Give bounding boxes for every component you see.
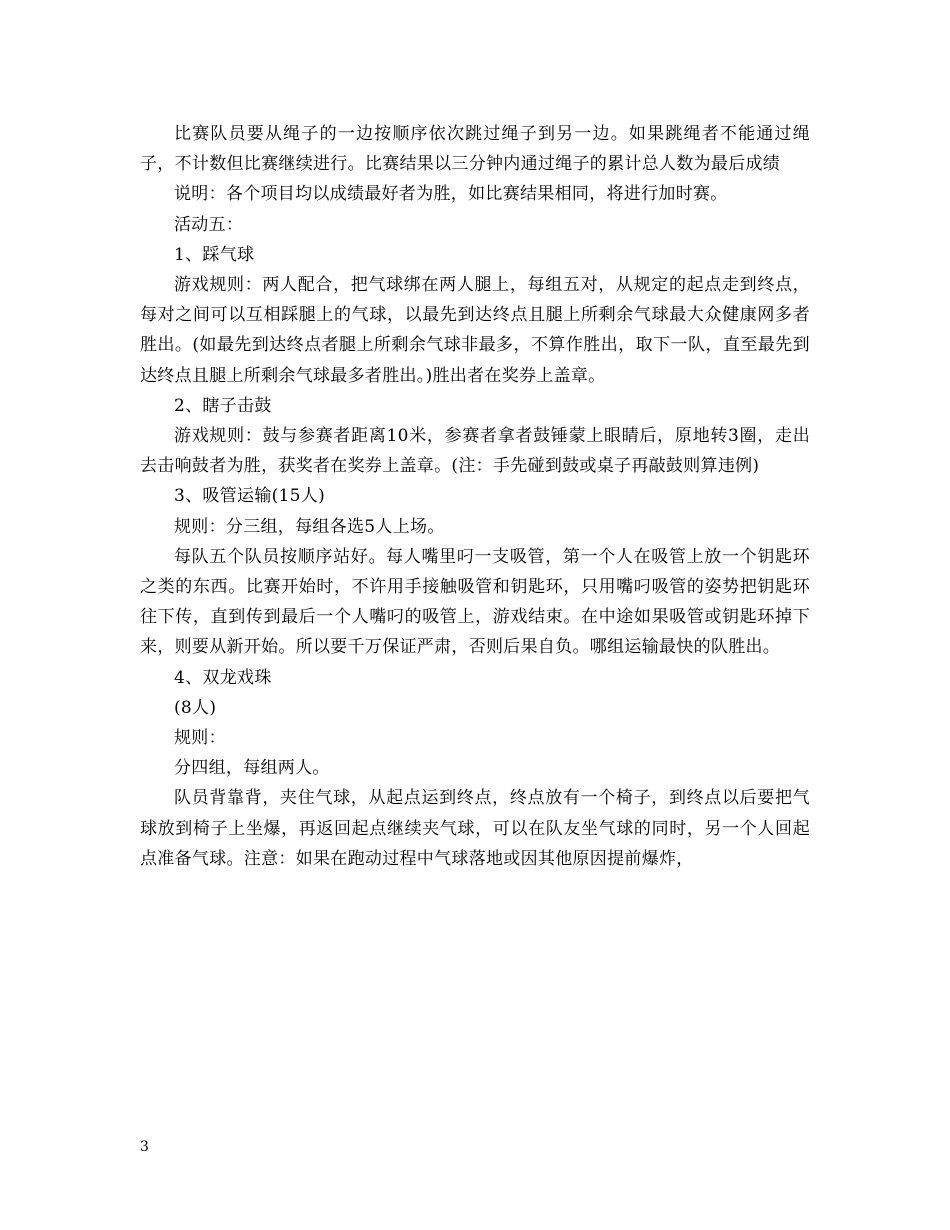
- item-heading-balloon-stomp: 1、踩气球: [174, 244, 255, 265]
- paragraph-double-dragon-groups: 分四组，每组两人。: [174, 758, 330, 779]
- paragraph-double-dragon-details: 队员背靠背，夹住气球，从起点运到终点，终点放有一个椅子，到终点以后要把气球放到椅子上坐爆，再返回起点继续夹气球，可以在队友坐气球的同时，另一个人回起点准备气球。注意：如果在跑动过程中气球落地或因其他原因提前爆炸，: [140, 788, 810, 869]
- paragraph-straw-transport-rules: 规则：分三组，每组各选5人上场。: [174, 516, 445, 537]
- document-body: [140, 119, 810, 874]
- item-heading-blind-drum: 2、瞎子击鼓: [174, 395, 272, 416]
- paragraph-balloon-stomp-rules: 游戏规则：两人配合，把气球绑在两人腿上，每组五对，从规定的起点走到终点，每对之间可以互相踩腿上的气球，以最先到达终点且腿上所剩余气球最大众健康网多者胜出。(如最先到达终点者腿上所剩余气球非最多，不算作胜出，取下一队，直至最先到达终点且腿上所剩余气球最多者胜出。)胜出者在奖券上盖章。: [140, 275, 810, 386]
- page-number: 3: [140, 1139, 149, 1155]
- paragraph-jump-rope-rules: 比赛队员要从绳子的一边按顺序依次跳过绳子到另一边。如果跳绳者不能通过绳子，不计数但比赛继续进行。比赛结果以三分钟内通过绳子的累计总人数为最后成绩: [140, 124, 810, 175]
- paragraph-double-dragon-count: (8人): [174, 697, 217, 718]
- section-heading-activity-five: 活动五：: [174, 214, 244, 235]
- paragraph-double-dragon-rules-label: 规则：: [174, 728, 226, 749]
- paragraph-note: 说明：各个项目均以成绩最好者为胜，如比赛结果相同，将进行加时赛。: [174, 184, 728, 205]
- paragraph-blind-drum-rules: 游戏规则：鼓与参赛者距离10米，参赛者拿者鼓锤蒙上眼睛后，原地转3圈，走出去击响鼓者为胜，获奖者在奖券上盖章。(注：手先碰到鼓或桌子再敲鼓则算违例): [140, 426, 810, 477]
- item-heading-straw-transport: 3、吸管运输(15人): [174, 486, 326, 507]
- paragraph-straw-transport-details: 每队五个队员按顺序站好。每人嘴里叼一支吸管，第一个人在吸管上放一个钥匙环之类的东西。比赛开始时，不许用手接触吸管和钥匙环，只用嘴叼吸管的姿势把钥匙环往下传，直到传到最后一个人嘴叼的吸管上，游戏结束。在中途如果吸管或钥匙环掉下来，则要从新开始。所以要千万保证严肃，否则后果自负。哪组运输最快的队胜出。: [140, 546, 810, 658]
- item-heading-double-dragon: 4、双龙戏珠: [174, 667, 272, 688]
